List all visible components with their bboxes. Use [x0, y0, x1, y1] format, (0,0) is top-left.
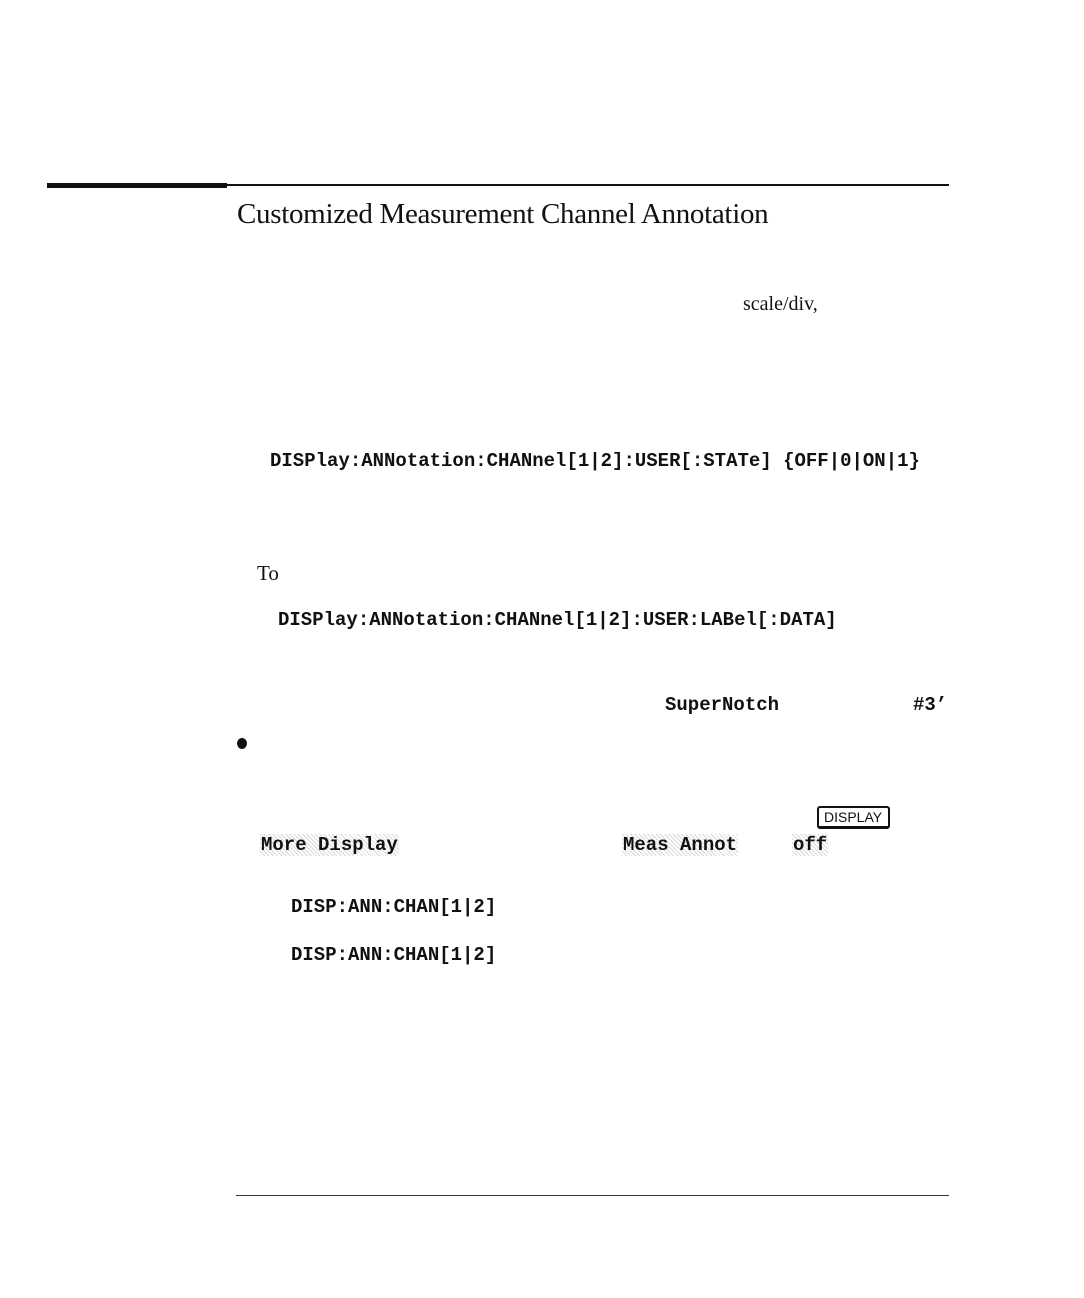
footer-rule	[236, 1195, 949, 1196]
example-label-suffix: #3’	[913, 694, 948, 716]
example-label-name: SuperNotch	[665, 694, 780, 716]
display-hardkey[interactable]: DISPLAY	[817, 806, 890, 829]
scpi-label-command: DISPlay:ANNotation:CHANnel[1|2]:USER:LABel[:DATA]	[278, 609, 837, 631]
section-title: Customized Measurement Channel Annotation	[237, 198, 769, 230]
text-scale-div: scale/div,	[743, 293, 818, 315]
more-display-softkey[interactable]: More Display	[261, 834, 398, 856]
meas-annot-softkey[interactable]: Meas Annot	[623, 834, 738, 856]
scpi-short-command-2: DISP:ANN:CHAN[1|2]	[291, 944, 497, 966]
bullet-icon	[237, 738, 247, 749]
header-rule-thick	[47, 183, 227, 188]
text-to: To	[257, 561, 279, 585]
header-rule-thin	[227, 184, 949, 186]
scpi-state-command: DISPlay:ANNotation:CHANnel[1|2]:USER[:STATe] {OFF|0|ON|1}	[270, 450, 920, 472]
off-softkey[interactable]: off	[793, 834, 828, 856]
scpi-short-command-1: DISP:ANN:CHAN[1|2]	[291, 896, 497, 918]
